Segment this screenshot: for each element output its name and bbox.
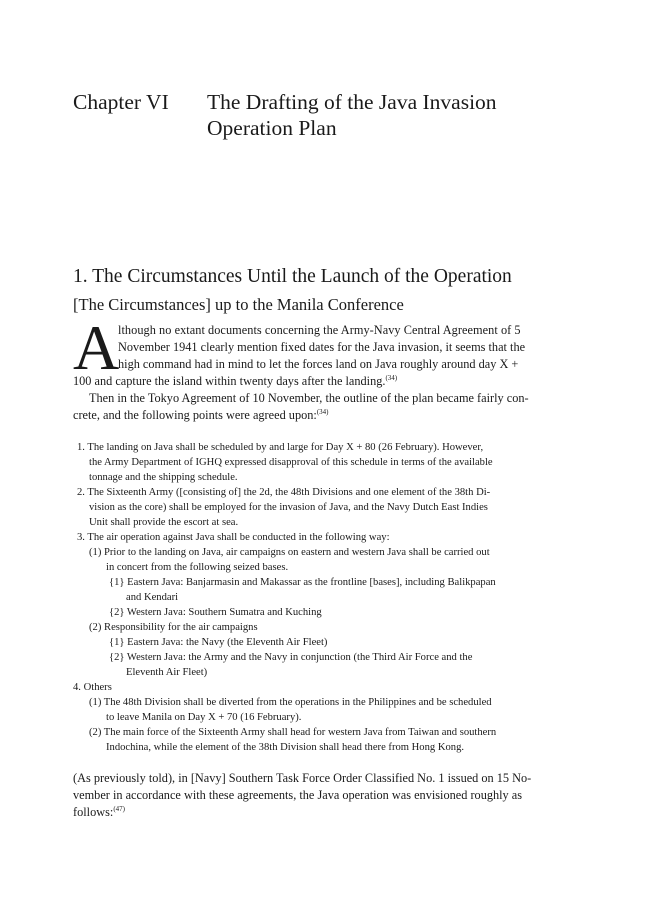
chapter-title-line: The Drafting of the Java Invasion — [207, 90, 497, 114]
paragraph-line: lthough no extant documents concerning the Army-Navy Central Agreement of 5 — [118, 323, 521, 337]
chapter-title-line: Operation Plan — [207, 116, 337, 140]
subsection-heading: [The Circumstances] up to the Manila Conference — [73, 295, 404, 314]
paragraph-line: high command had in mind to let the forces land on Java roughly around day X + — [118, 357, 519, 371]
list-line: 2. The Sixteenth Army ([consisting of] the 2d, the 48th Divisions and one element of the 38th Di- — [77, 487, 491, 498]
list-line: (2) The main force of the Sixteenth Army shall head for western Java from Taiwan and southern — [89, 727, 497, 738]
list-line: 4. Others — [73, 682, 112, 693]
closing-paragraph — [73, 770, 581, 821]
paragraph-line: (As previously told), in [Navy] Southern Task Force Order Classified No. 1 issued on 15 No- — [73, 771, 532, 785]
list-line: {1} Eastern Java: the Navy (the Eleventh Air Fleet) — [109, 637, 328, 648]
list-line: (2) Responsibility for the air campaigns — [89, 622, 258, 633]
list-line: (1) The 48th Division shall be diverted from the operations in the Philippines and be scheduled — [89, 697, 492, 708]
list-line: {2} Western Java: Southern Sumatra and Kuching — [109, 607, 322, 618]
chapter-number: Chapter VI — [73, 90, 169, 114]
agreement-list — [73, 440, 573, 755]
list-line: tonnage and the shipping schedule. — [89, 472, 238, 483]
footnote-ref: (47) — [113, 804, 125, 813]
list-line: the Army Department of IGHQ expressed disapproval of this schedule in terms of the available — [89, 457, 493, 468]
footnote-ref: (34) — [385, 373, 398, 382]
list-line: Indochina, while the element of the 38th Division shall head there from Hong Kong. — [106, 742, 465, 753]
list-line: {2} Western Java: the Army and the Navy in conjunction (the Third Air Force and the — [109, 652, 473, 663]
list-line: (1) Prior to the landing on Java, air campaigns on eastern and western Java shall be carried out — [89, 547, 490, 558]
list-line: 3. The air operation against Java shall be conducted in the following way: — [77, 532, 390, 543]
list-line: 1. The landing on Java shall be scheduled by and large for Day X + 80 (26 February). However, — [77, 442, 484, 453]
paragraph-line: Then in the Tokyo Agreement of 10 November, the outline of the plan became fairly con- — [89, 391, 529, 405]
paragraph-line: November 1941 clearly mention fixed dates for the Java invasion, it seems that the — [118, 340, 526, 354]
footnote-ref: (34) — [316, 407, 329, 416]
drop-cap: A — [73, 312, 120, 383]
paragraph-line: vember in accordance with these agreements, the Java operation was envisioned roughly as — [73, 788, 523, 802]
list-line: vision as the core) shall be employed for the invasion of Java, and the Navy Dutch East Indies — [89, 502, 488, 513]
list-line: Eleventh Air Fleet) — [126, 667, 208, 678]
section-heading: 1. The Circumstances Until the Launch of the Operation — [73, 266, 512, 287]
list-line: and Kendari — [126, 592, 179, 603]
paragraph-line: follows:$^{(47)}$ — [73, 804, 125, 819]
paragraph-line: crete, and the following points were agreed upon:$^{(34)}$ — [73, 407, 329, 422]
paragraph-line: 100 and capture the island within twenty days after the landing.$^{(34)}$ — [73, 373, 398, 388]
list-line: {1} Eastern Java: Banjarmasin and Makassar as the frontline [bases], including Balikpapan — [109, 577, 496, 588]
list-line: in concert from the following seized bases. — [106, 562, 289, 573]
list-line: to leave Manila on Day X + 70 (16 February). — [106, 712, 302, 723]
list-line: Unit shall provide the escort at sea. — [89, 517, 239, 528]
paragraph-body — [73, 373, 581, 424]
chapter-title — [207, 89, 537, 141]
